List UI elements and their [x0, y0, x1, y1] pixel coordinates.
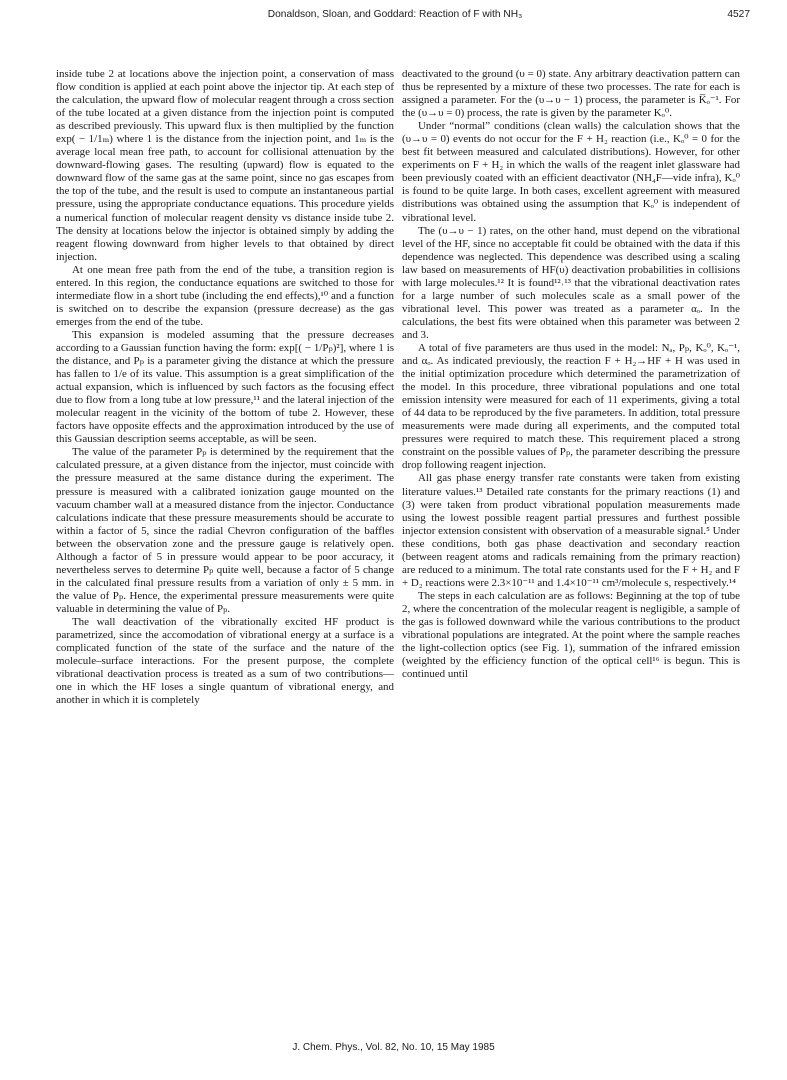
running-header — [40, 9, 750, 27]
paragraph: The wall deactivation of the vibrationally excited HF product is parametrized, since the accomodation of vibrational energy at a surface is a complicated function of the state of the surface and the nature of the molecule–surface interactions. For the present purpose, the complete vibrational deactivation process is treated as a sum of two contributions—one in which the HF loses a single quantum of vibrational energy, and another in which it is completely — [56, 615, 394, 707]
paragraph: deactivated to the ground (υ = 0) state. Any arbitrary deactivation pattern can thus be represented by a mixture of these two processes. The rate for each is assigned a parameter. For the (υ→υ − 1) process, the parameter is K̅ₒ⁻¹. For the (υ→υ = 0) process, the rate is given by the parameter Kₒ⁰. — [402, 68, 740, 120]
paragraph: The (υ→υ − 1) rates, on the other hand, must depend on the vibrational level of the HF, since no acceptable fit could be obtained with the data if this dependence was neglected. This dependence was described using a scaling law based on measurements of HF(υ) deactivation probabilities in collisions with large molecules.¹² It is found¹²˒¹³ that the vibrational deactivation rates for a large number of such molecules scale as a small power of the vibrational level. This power was treated as a parameter αₒ. In the calculations, the best fits were obtained when this parameter was between 2 and 3. — [402, 224, 740, 341]
paragraph: inside tube 2 at locations above the injection point, a conservation of mass flow condition is applied at each point above the injector tip. At each step of the calculation, the upward flow of molecular reagent through a cross section of the tube located at a given distance from the injection point is computed as described previously. This upward flux is then multiplied by the function exp( − 1/1ₘ) where 1 is the distance from the injection point, and 1ₘ is the average local mean free path, to account for collisional attenuation by the downward-flowing gases. The resulting (upward) flow is equated to the downward flow of the same gas at the same point, since no gas escapes from the top of the tube, and the result is used to compute an instantaneous partial pressure, using the appropriate conductance equations. This procedure yields a numerical function of molecular reagent density vs distance inside tube 2. The density at locations below the injector is obtained simply by adding the reagent flowing downward from higher levels to that obtained by direct injection. — [56, 68, 394, 263]
paragraph: A total of five parameters are thus used in the model: Nₐ, Pₚ, Kₒ⁰, Kₒ⁻¹, and αₒ. As indicated previously, the reaction F + H₂→HF + H was used in the initial optimization procedure which determined the parametrization of the model. In this procedure, three vibrational populations and one total emission intensity were measured for each of 11 experiments, giving a total of 44 data to be reproduced by the five parameters. In addition, total pressure measurements were made during all experiments, and the computed total pressures were required to match these. This requirement placed a strong constraint on the possible values of Pₚ, the parameter describing the pressure drop following reagent injection. — [402, 341, 740, 472]
paragraph: At one mean free path from the end of the tube, a transition region is entered. In this region, the conductance equations are switched to those for intermediate flow in a short tube (including the end effects),¹⁰ and a function is switched on to describe the expansion (pressure decrease) as the gas emerges from the end of the tube. — [56, 263, 394, 328]
page-number: 4527 — [727, 9, 750, 20]
paragraph: Under “normal” conditions (clean walls) the calculation shows that the (υ→υ = 0) events do not occur for the F + H₂ reaction (i.e., Kₒ⁰ = 0 for the best fit between measured and calculated distributions). However, for other experiments on F + H₂ in which the walls of the reagent inlet glassware had been previously coated with an efficient deactivator (NH₄F—vide infra), Kₒ⁰ is found to be quite large. In both cases, excellent agreement with measured distributions was obtained using the assumption that Kₒ⁰ is independent of vibrational level. — [402, 120, 740, 224]
right-column — [402, 68, 740, 681]
paragraph: The steps in each calculation are as follows: Beginning at the top of tube 2, where the concentration of the molecular reagent is negligible, a sample of the gas is followed downward while the various contributions to the product vibrational populations are integrated. At the point where the sample reaches the light-collection optics (see Fig. 1), summation of the infrared emission (weighted by the efficiency function of the optical cell¹⁶ is begun. This is continued until — [402, 589, 740, 681]
journal-citation-footer: J. Chem. Phys., Vol. 82, No. 10, 15 May 1985 — [292, 1042, 495, 1053]
paragraph: The value of the parameter Pₚ is determined by the requirement that the calculated pressure, at a given distance from the injector, must coincide with the pressure measured at the same distance during the experiment. The pressure is measured with a calibrated ionization gauge mounted on the vacuum chamber wall at a measured distance from the injector. Conductance calculations indicate that these pressure measurements should be accurate to within a factor of 5, since the radial Chevron configuration of the baffles between the observation zone and the pressure gauge is relatively open. Although a factor of 5 in pressure would appear to be poor accuracy, it nevertheless serves to determine Pₚ quite well, because a factor of 5 change in the calculated final pressure results from a variation of only ± 5 mm. in the value of Pₚ. Hence, the experimental pressure measurements were quite valuable in determining the value of Pₚ. — [56, 446, 394, 615]
paragraph: This expansion is modeled assuming that the pressure decreases according to a Gaussian function having the form: exp[( − 1/Pₚ)²], where 1 is the distance, and Pₚ is a parameter giving the distance at which the pressure has fallen to 1/e of its value. This assumption is a great simplification of the actual expansion, which is influenced by such factors as the focusing effect due to flow from a long tube at low pressure,¹¹ and the lateral injection of the molecular reagent in the vicinity of the bottom of tube 2. However, these factors have opposite effects and the approximation introduced by the use of this Gaussian description seems acceptable, as will be seen. — [56, 328, 394, 446]
running-title: Donaldson, Sloan, and Goddard: Reaction of F with NH₃ — [267, 9, 523, 20]
left-column — [56, 68, 394, 707]
paragraph: All gas phase energy transfer rate constants were taken from existing literature values.¹³ Detailed rate constants for the primary reactions (1) and (3) were taken from product vibrational population measurements made using the lowest possible reagent partial pressures and furthest possible injector extension consistent with observation of a measurable signal.⁵ Under these conditions, both gas phase deactivation and secondary reaction (between reagent atoms and radicals remaining from the primary reaction) are reduced to a minimum. The total rate constants used for the F + H₂ and F + D₂ reactions were 2.3×10⁻¹¹ and 1.4×10⁻¹¹ cm³/molecule s, respectively.¹⁴ — [402, 472, 740, 589]
